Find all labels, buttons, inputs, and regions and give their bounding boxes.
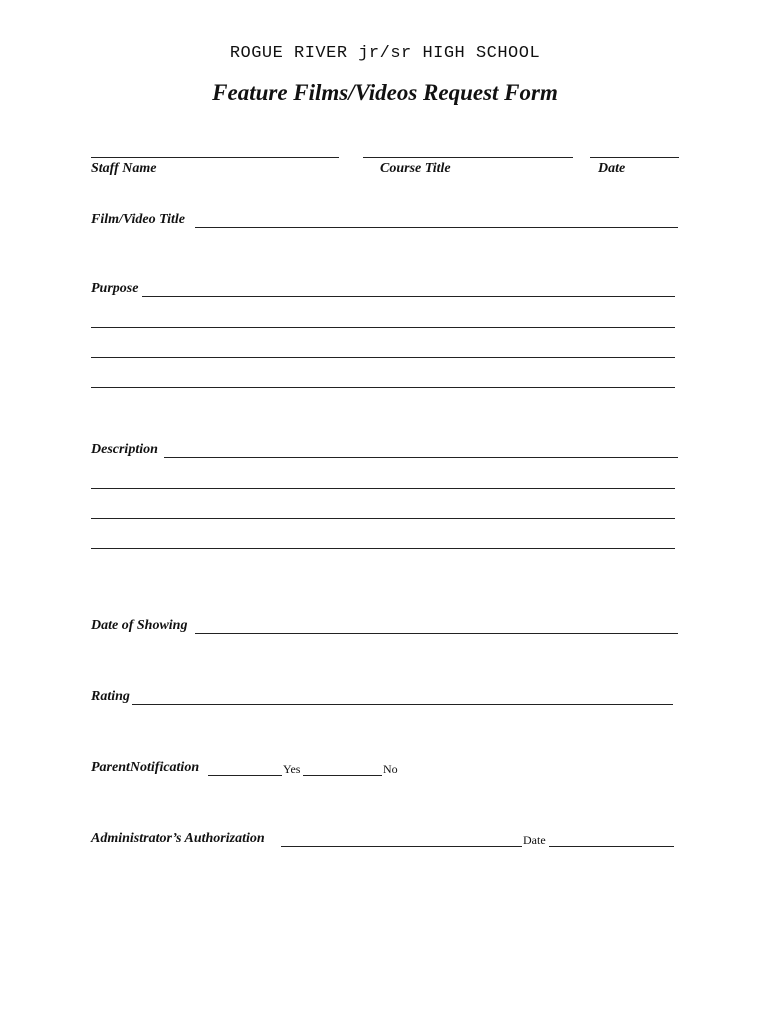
staff-name-label: Staff Name (91, 161, 157, 176)
rating-line[interactable] (132, 704, 673, 705)
no-line[interactable] (303, 775, 382, 776)
admin-authorization-label: Administrator’s Authorization (91, 831, 265, 846)
yes-line[interactable] (208, 775, 282, 776)
course-title-line[interactable] (363, 157, 573, 158)
no-label: No (383, 762, 398, 776)
date-label: Date (598, 161, 626, 176)
purpose-line[interactable] (91, 327, 675, 328)
description-line[interactable] (91, 548, 675, 549)
purpose-line[interactable] (142, 296, 675, 297)
parent-notification-label: ParentNotification (91, 760, 200, 775)
description-line[interactable] (91, 518, 675, 519)
staff-name-line[interactable] (91, 157, 339, 158)
purpose-line[interactable] (91, 387, 675, 388)
school-name: ROGUE RIVER jr/sr HIGH SCHOOL (229, 44, 541, 63)
film-title-label: Film/Video Title (91, 212, 185, 227)
description-line[interactable] (164, 457, 678, 458)
purpose-label: Purpose (91, 281, 139, 296)
description-label: Description (91, 442, 158, 457)
description-line[interactable] (91, 488, 675, 489)
purpose-line[interactable] (91, 357, 675, 358)
admin-date-label: Date (523, 833, 546, 847)
admin-authorization-line[interactable] (281, 846, 522, 847)
date-line[interactable] (590, 157, 679, 158)
rating-label: Rating (91, 689, 130, 704)
film-title-line[interactable] (195, 227, 678, 228)
admin-date-line[interactable] (549, 846, 674, 847)
date-of-showing-label: Date of Showing (91, 618, 188, 633)
yes-label: Yes (283, 762, 301, 776)
date-of-showing-line[interactable] (195, 633, 678, 634)
course-title-label: Course Title (380, 161, 451, 176)
form-title: Feature Films/Videos Request Form (212, 80, 558, 105)
